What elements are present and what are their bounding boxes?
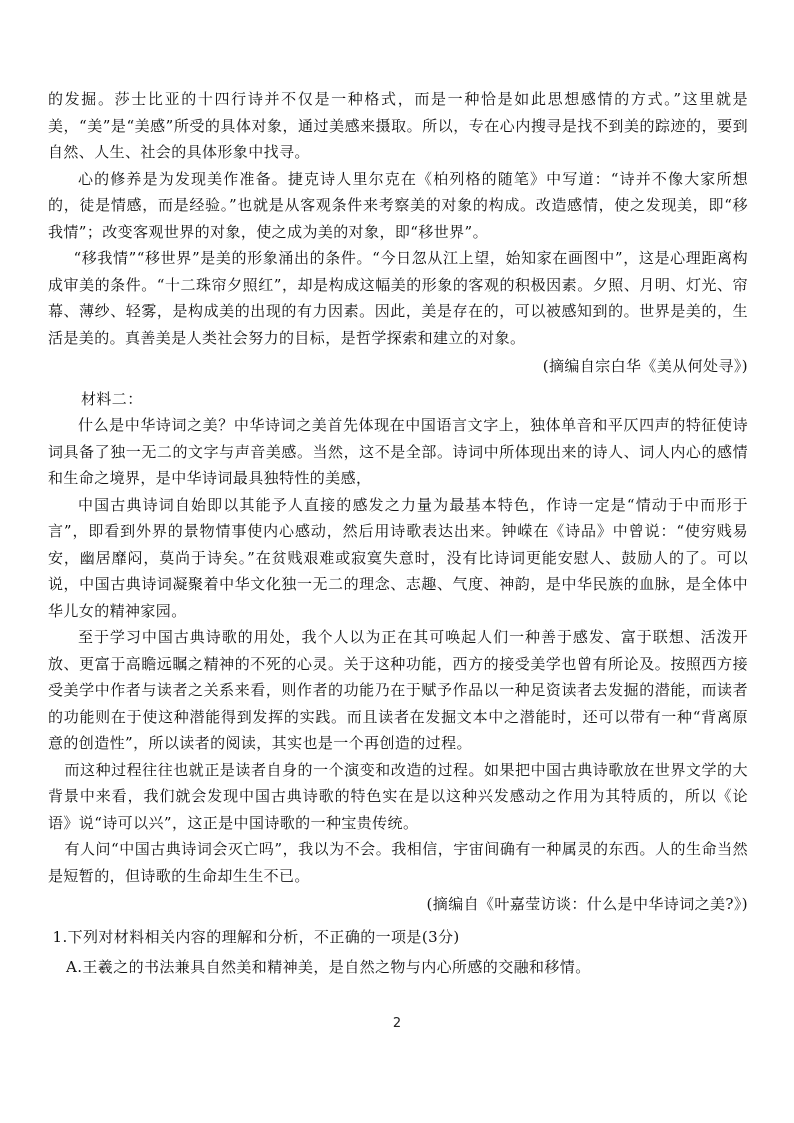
paragraph: 什么是中华诗词之美？中华诗词之美首先体现在中国语言文字上，独体单音和平仄四声的特征使诗词具备了独一无二的文字与声音美感。当然，这不是全部。诗词中所体现出来的诗人、词人内心的感情和生命之境界，是中华诗词最具独特性的美感， (48, 416, 748, 487)
paragraph: 而这种过程往往也就正是读者自身的一个演变和改造的过程。如果把中国古典诗歌放在世界文学的大背景中来看，我们就会发现中国古典诗歌的特色实在是以这种兴发感动之作用为其特质的，所以《论语》说“诗可以兴”，这正是中国诗歌的一种宝贵传统。 (48, 760, 748, 832)
source-citation: (摘编自宗白华《美从何处寻》) (542, 357, 748, 375)
source-citation: (摘编自《叶嘉莹访谈：什么是中华诗词之美?》) (426, 895, 748, 913)
paragraph: 的发掘。莎士比亚的十四行诗并不仅是一种格式，而是一种恰是如此思想感情的方式。”这里就是美，“美”是“美感”所受的具体对象，通过美感来摄取。所以，专在心内搜寻是找不到美的踪迹的，要到自然、人生、社会的具体形象中找寻。 (48, 90, 748, 161)
answer-option-a: A.王羲之的书法兼具自然美和精神美，是自然之物与内心所感的交融和移情。 (66, 958, 591, 976)
paragraph: 至于学习中国古典诗歌的用处，我个人以为正在其可唤起人们一种善于感发、富于联想、活泼开放、更富于高瞻远瞩之精神的不死的心灵。关于这种功能，西方的接受美学也曾有所论及。按照西方接受美学中作者与读者之关系来看，则作者的功能乃在于赋予作品以一种足资读者去发掘的潜能，而读者的功能则在于使这种潜能得到发挥的实践。而且读者在发掘文本中之潜能时，还可以带有一种“背离原意的创造性”，所以读者的阅读，其实也是一个再创造的过程。 (48, 628, 748, 752)
question-stem: 1.下列对材料相关内容的理解和分析，不正确的一项是(3分) (52, 927, 460, 946)
paragraph: 心的修养是为发现美作准备。捷克诗人里尔克在《柏列格的随笔》中写道：“诗并不像大家所想的，徒是情感，而是经验。”也就是从客观条件来考察美的对象的构成。改造感情，使之发现美，即“移我情”；改变客观世界的对象，使之成为美的对象，即“移世界”。 (48, 169, 748, 241)
paragraph: 有人问“中国古典诗词会灭亡吗”，我以为不会。我相信，宇宙间确有一种属灵的东西。人的生命当然是短暂的，但诗歌的生命却生生不已。 (48, 840, 748, 885)
material-label: 材料二： (81, 389, 143, 408)
page-number: 2 (392, 1016, 402, 1031)
document-body (48, 86, 748, 981)
paragraph: “移我情”“移世界”是美的形象涌出的条件。“今日忽从江上望，始知家在画图中”，这是心理距离构成审美的条件。“十二珠帘夕照红”，却是构成这幅美的形象的客观的积极因素。夕照、月明、灯光、帘幕、薄纱、轻雾，是构成美的出现的有力因素。因此，美是存在的，可以被感知到的。世界是美的，生活是美的。真善美是人类社会努力的目标，是哲学探索和建立的对象。 (48, 249, 748, 347)
paragraph: 中国古典诗词自始即以其能予人直接的感发之力量为最基本特色，作诗一定是“情动于中而形于言”，即看到外界的景物情事使内心感动，然后用诗歌表达出来。钟嵘在《诗品》中曾说：“使穷贱易安，幽居靡闷，莫尚于诗矣。”在贫贱艰难或寂寞失意时，没有比诗词更能安慰人、鼓励人的了。可以说，中国古典诗词凝聚着中华文化独一无二的理念、志趣、气度、神韵，是中华民族的血脉，是全体中华儿女的精神家园。 (48, 495, 748, 620)
